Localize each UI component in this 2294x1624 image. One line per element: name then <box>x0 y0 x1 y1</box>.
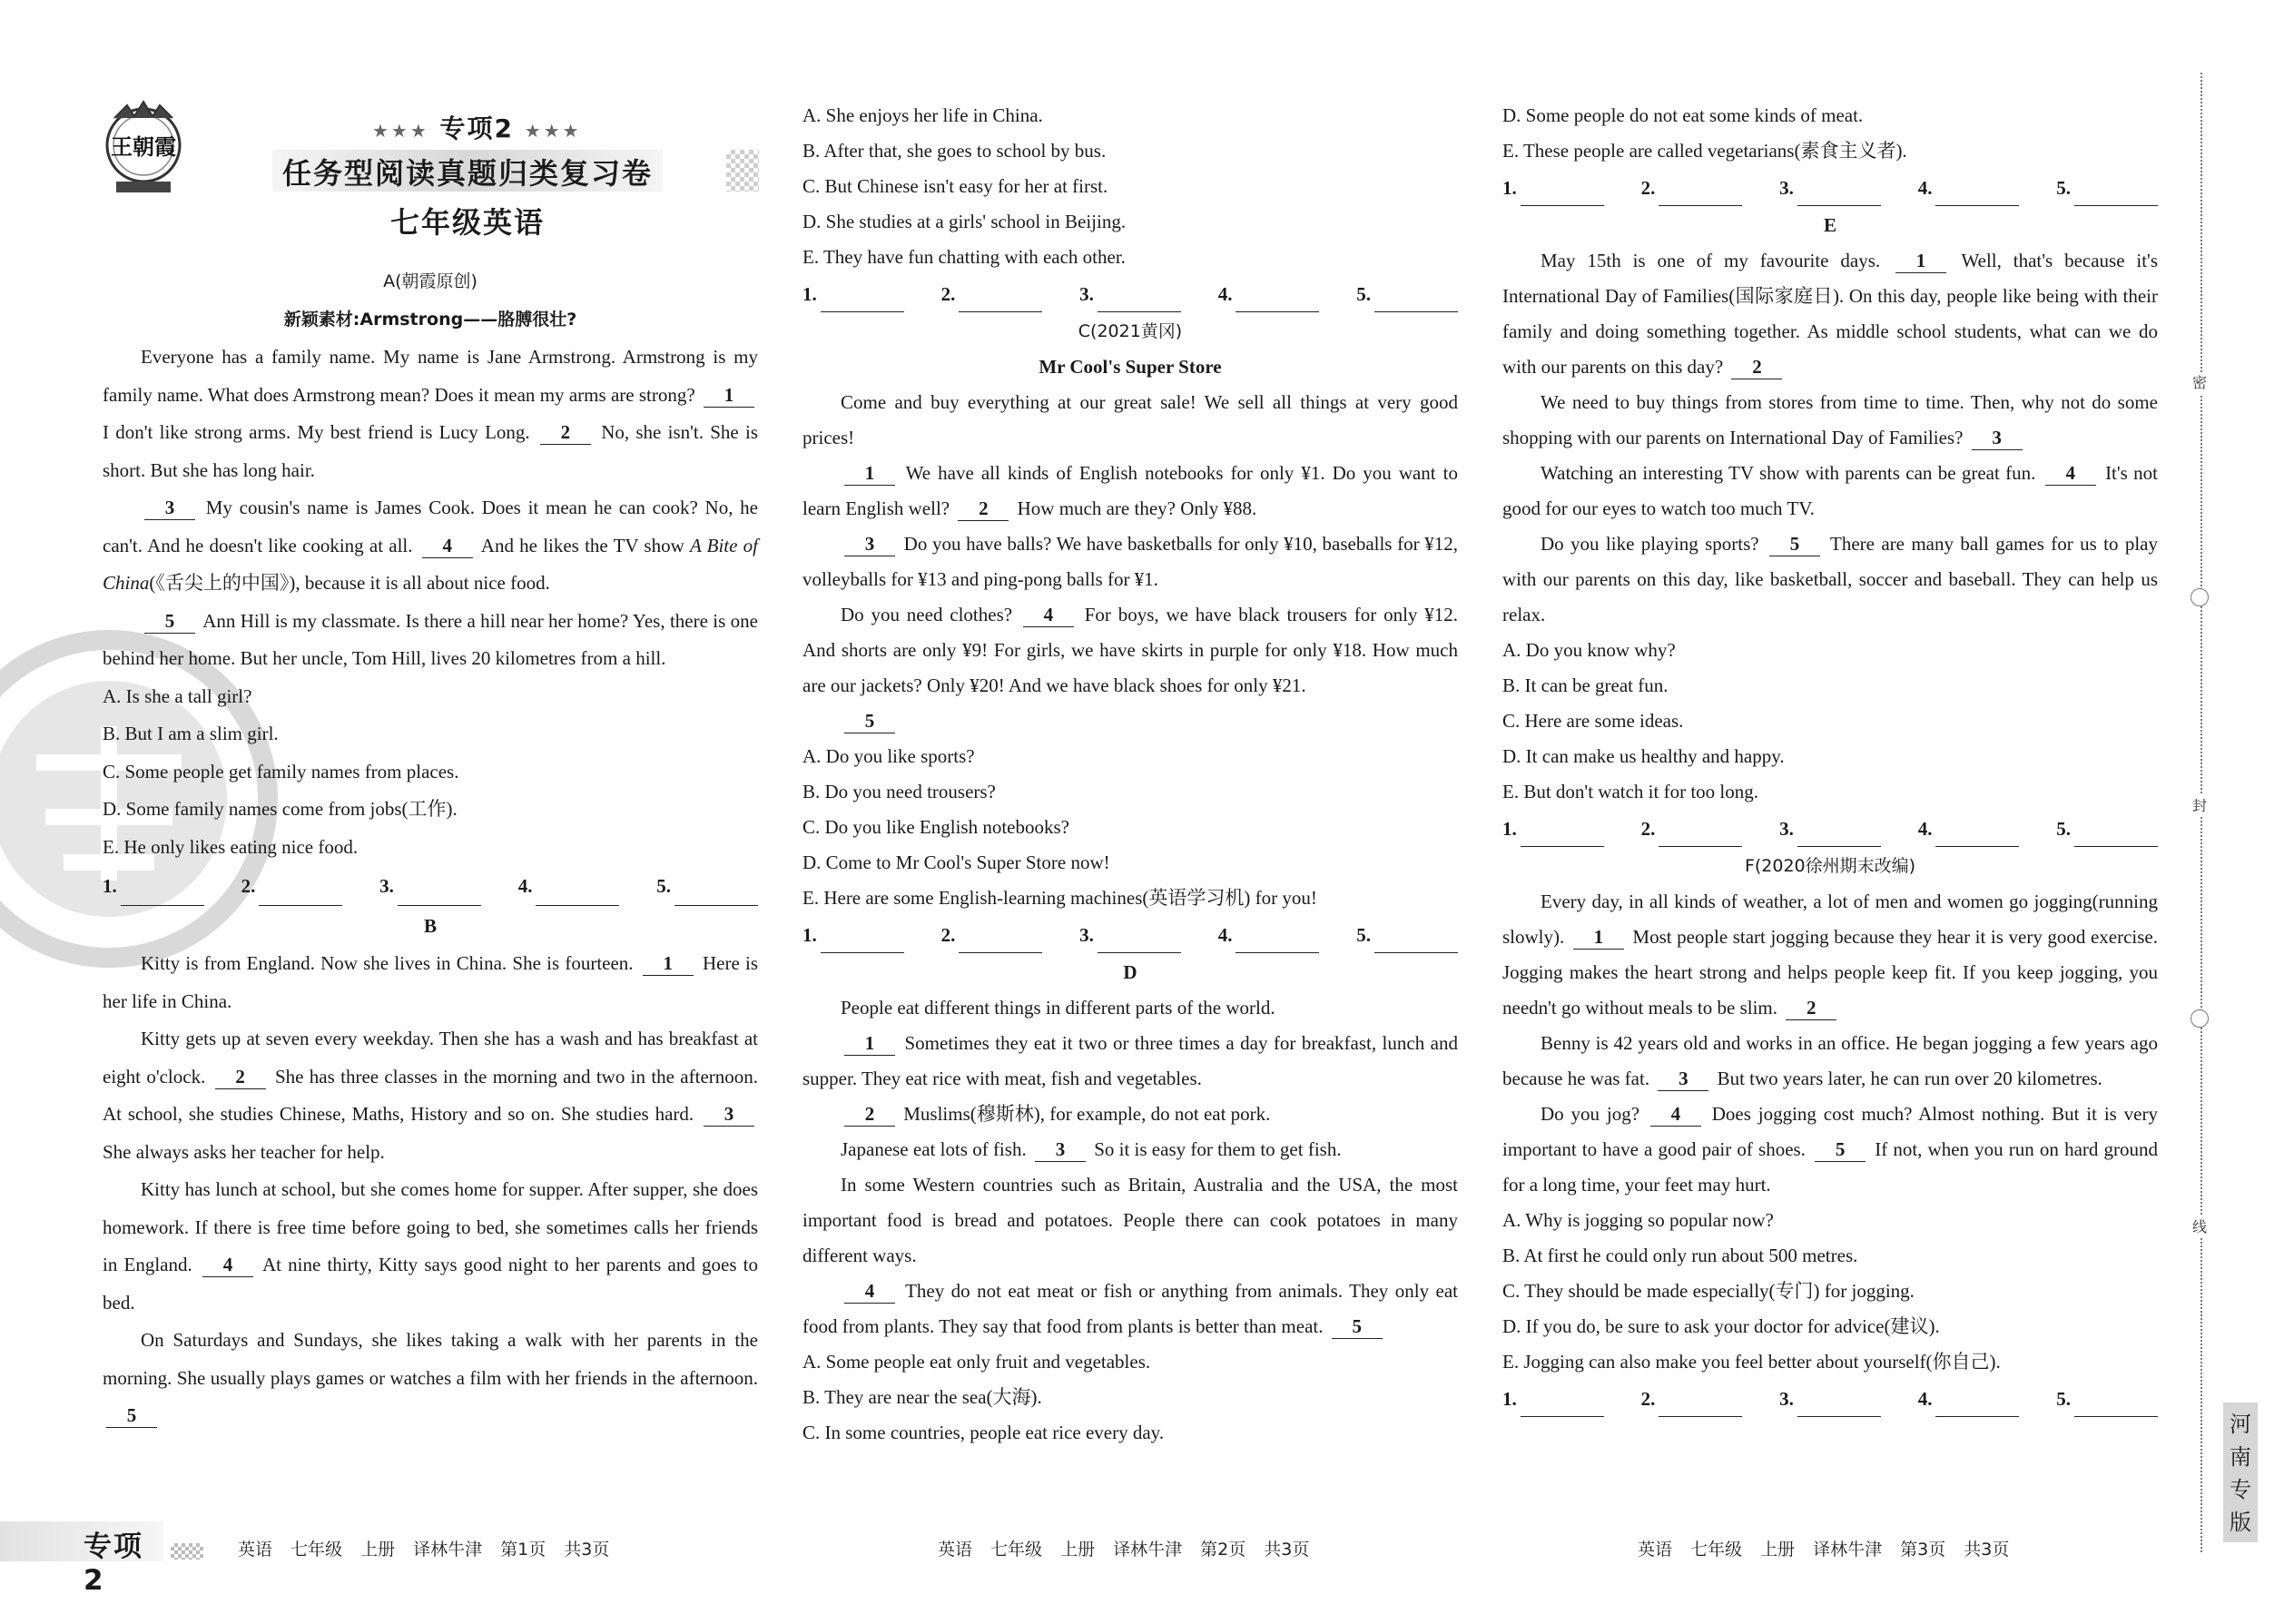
section-a-subtitle: 新颖素材:Armstrong——胳膊很壮? <box>283 309 577 330</box>
answer-slot <box>1356 918 1458 953</box>
blank-b2[interactable]: 2 <box>215 1065 266 1089</box>
blank-e1[interactable]: 1 <box>1895 249 1946 273</box>
checker-decoration <box>726 150 759 192</box>
text: Benny is 42 years old and works in an office. He began jogging a few years ago because he was fat. <box>1502 1032 2158 1089</box>
option-c-c: C. Do you like English notebooks? <box>802 816 1069 838</box>
section-c-heading: C(2021黄冈) <box>1078 321 1183 341</box>
section-a-paragraph-1 <box>103 339 758 489</box>
answer-field[interactable] <box>821 927 904 953</box>
section-d-paragraph-6 <box>802 1274 1458 1344</box>
answer-label: 4. <box>1917 818 1933 840</box>
answer-label: 3. <box>1079 924 1094 946</box>
answer-slot <box>1218 918 1320 953</box>
answer-slot <box>1779 1382 1881 1417</box>
region-char: 南 <box>2230 1444 2251 1470</box>
text: Japanese eat lots of fish. <box>841 1138 1027 1160</box>
blank-e5[interactable]: 5 <box>1769 532 1820 556</box>
blank-f3[interactable]: 3 <box>1658 1067 1708 1091</box>
answer-slot <box>941 277 1043 312</box>
section-c-paragraph-1: Come and buy everything at our great sale! We sell all things at very good prices! <box>802 391 1458 448</box>
footer-checker-decoration <box>171 1543 203 1560</box>
text: (《舌尖上的中国》), because it is all about nice food. <box>149 572 550 594</box>
answer-slot <box>2056 171 2158 206</box>
page-header <box>91 98 763 252</box>
option-b-e: E. They have fun chatting with each other. <box>802 246 1126 268</box>
answer-slot <box>1356 277 1458 312</box>
option-f-e: E. Jogging can also make you feel better about yourself(你自己). <box>1502 1351 2001 1373</box>
region-char: 河 <box>2230 1412 2251 1437</box>
option-c-a: A. Do you like sports? <box>802 745 975 767</box>
answer-field[interactable] <box>674 880 758 906</box>
answer-field[interactable] <box>1659 180 1742 206</box>
answer-label: 5. <box>2056 818 2071 840</box>
option-f-a: A. Why is jogging so popular now? <box>1502 1209 1774 1231</box>
section-c-paragraph-2 <box>802 456 1458 527</box>
option-d-d: D. Some people do not eat some kinds of meat. <box>1502 104 1864 126</box>
answer-field[interactable] <box>1521 180 1604 206</box>
option-b-c: C. But Chinese isn't easy for her at first. <box>802 175 1108 197</box>
show-title: A Bite of China <box>103 534 758 594</box>
answer-label: 2. <box>1640 1388 1656 1410</box>
answer-field[interactable] <box>1521 821 1604 847</box>
answer-label: 1. <box>1502 177 1517 199</box>
answer-field[interactable] <box>1659 821 1742 847</box>
answer-slot <box>802 277 904 312</box>
answer-slot <box>1918 812 2020 847</box>
text: It's not good for our eyes to watch too much TV. <box>1502 462 2159 519</box>
answer-field[interactable] <box>2074 1391 2158 1417</box>
blank-f4[interactable]: 4 <box>1650 1102 1701 1127</box>
answer-slot <box>1502 1382 1604 1417</box>
answer-slot <box>1079 277 1181 312</box>
text: Kitty gets up at seven every weekday. Then she has a wash and has breakfast at eight o'clock. <box>103 1028 758 1088</box>
answer-field[interactable] <box>1797 180 1881 206</box>
answer-label: 2. <box>1640 177 1656 199</box>
option-e-d: D. It can make us healthy and happy. <box>1502 745 1785 767</box>
series-title <box>372 109 582 145</box>
blank-f5[interactable]: 5 <box>1815 1137 1866 1162</box>
section-c-title: Mr Cool's Super Store <box>1039 356 1222 378</box>
blank-b4[interactable]: 4 <box>202 1253 253 1277</box>
text: How much are they? Only ¥88. <box>1017 497 1257 519</box>
answer-label: 2. <box>940 924 956 946</box>
text: Do you need clothes? <box>841 604 1013 625</box>
answer-field[interactable] <box>1935 821 2019 847</box>
option-a-d: D. Some family names come from jobs(工作). <box>103 798 458 820</box>
option-f-c: C. They should be made especially(专门) for jogging. <box>1502 1280 1915 1302</box>
option-c-b: B. Do you need trousers? <box>802 781 996 802</box>
blank-d1[interactable]: 1 <box>844 1031 895 1056</box>
option-e-c: C. Here are some ideas. <box>1502 710 1684 732</box>
text: Kitty has lunch at school, but she comes home for supper. After supper, she does homework. If there is free time before going to bed, she sometimes calls her friends in England. <box>103 1178 758 1275</box>
answer-slot <box>1641 171 1743 206</box>
footer-page-3: 英语 七年级 上册 译林牛津 第3页 共3页 <box>1638 1540 2010 1560</box>
answer-label: 2. <box>241 875 256 897</box>
option-a-b: B. But I am a slim girl. <box>103 723 279 744</box>
section-f-paragraph-2 <box>1502 1026 2158 1097</box>
option-a-a: A. Is she a tall girl? <box>103 684 252 707</box>
section-e-paragraph-3 <box>1502 456 2158 527</box>
brand-logo <box>102 98 185 207</box>
answer-row-f <box>1502 1382 2158 1417</box>
answer-field[interactable] <box>1374 927 1458 953</box>
answer-field[interactable] <box>1098 286 1181 312</box>
option-a-c: C. Some people get family names from places. <box>103 760 459 782</box>
blank-c2[interactable]: 2 <box>958 497 1009 521</box>
text: And he likes the TV show <box>480 534 684 556</box>
answer-label: 1. <box>1502 1388 1517 1410</box>
answer-label: 4. <box>1917 177 1933 199</box>
answer-label: 3. <box>1079 283 1094 305</box>
blank-c5[interactable]: 5 <box>844 709 895 733</box>
answer-slot <box>518 868 620 906</box>
answer-label: 1. <box>103 875 117 897</box>
answer-row-a <box>103 868 758 906</box>
region-edition-tab <box>2223 1403 2258 1542</box>
option-a-e: E. He only likes eating nice food. <box>103 835 359 858</box>
answer-field[interactable] <box>536 880 619 906</box>
section-a-paragraph-2 <box>103 489 758 603</box>
section-e-paragraph-1 <box>1502 243 2158 385</box>
answer-label: 3. <box>1779 177 1794 199</box>
answer-label: 4. <box>1217 924 1233 946</box>
section-e-paragraph-4 <box>1502 527 2158 633</box>
text: Sometimes they eat it two or three times a day for breakfast, lunch and supper. They eat rice with meat, fish and vegetables. <box>802 1032 1459 1089</box>
option-b-a: A. She enjoys her life in China. <box>802 104 1043 126</box>
column-3 <box>1502 98 2158 1419</box>
section-d-paragraph-1: People eat different things in different parts of the world. <box>841 997 1275 1019</box>
section-b-paragraph-1 <box>103 945 758 1020</box>
answer-field[interactable] <box>1797 821 1881 847</box>
blank-a4[interactable]: 4 <box>422 534 473 558</box>
blank-e4[interactable]: 4 <box>2045 461 2096 486</box>
answer-slot <box>2056 1382 2158 1417</box>
section-f-paragraph-1 <box>1502 884 2158 1026</box>
blank-b3[interactable]: 3 <box>704 1102 754 1127</box>
blank-b5[interactable]: 5 <box>106 1403 157 1428</box>
footer-series-label <box>0 1521 163 1597</box>
section-e-paragraph-2 <box>1502 385 2158 456</box>
column-1 <box>103 263 758 1435</box>
option-c-d: D. Come to Mr Cool's Super Store now! <box>802 851 1110 873</box>
option-e-a: A. Do you know why? <box>1502 639 1676 661</box>
blank-c4[interactable]: 4 <box>1023 603 1074 627</box>
section-c-paragraph-3 <box>802 527 1458 597</box>
answer-field[interactable] <box>259 880 342 906</box>
option-e-e: E. But don't watch it for too long. <box>1502 781 1759 802</box>
answer-label: 5. <box>2056 1388 2071 1410</box>
section-c-paragraph-4 <box>802 597 1458 704</box>
text: Do you jog? <box>1541 1103 1640 1125</box>
section-d-heading: D <box>1123 961 1137 983</box>
text: Ann Hill is my classmate. Is there a hill near her home? Yes, there is one behind her home. But her uncle, Tom Hill, lives 20 kilometres from a hill. <box>103 609 759 669</box>
text: Here is her life in China. <box>103 952 759 1012</box>
text: They do not eat meat or fish or anything from animals. They only eat food from plants. They say that food from plants is better than meat. <box>802 1280 1458 1337</box>
answer-slot <box>103 868 204 906</box>
star-decoration-right: ★★★ <box>524 120 582 142</box>
answer-label: 3. <box>379 875 394 897</box>
blank-a3[interactable]: 3 <box>144 496 195 520</box>
answer-slot <box>1779 171 1881 206</box>
text: But two years later, he can run over 20 kilometres. <box>1717 1068 2102 1089</box>
option-d-c: C. In some countries, people eat rice every day. <box>802 1422 1165 1443</box>
answer-field[interactable] <box>1236 286 1319 312</box>
answer-label: 4. <box>1217 283 1233 305</box>
seal-mark-feng: 封 <box>2189 795 2210 817</box>
blank-e2[interactable]: 2 <box>1731 355 1782 379</box>
blank-f2[interactable]: 2 <box>1786 996 1836 1020</box>
answer-field[interactable] <box>959 286 1042 312</box>
text: We need to buy things from stores from time to time. Then, why not do some shopping with our parents on International Day of Families? <box>1502 391 2158 448</box>
answer-row-e <box>1502 812 2158 847</box>
answer-slot <box>941 918 1043 953</box>
answer-label: 1. <box>1502 818 1517 840</box>
answer-slot <box>379 868 481 906</box>
text: I don't like strong arms. My best friend is Lucy Long. <box>103 421 530 443</box>
text: Most people start jogging because they hear it is very good exercise. Jogging makes the heart strong and helps people keep fit. If you keep jogging, you needn't go without meals to be slim. <box>1502 926 2159 1019</box>
section-b-paragraph-3 <box>103 1171 758 1322</box>
blank-f1[interactable]: 1 <box>1573 925 1624 950</box>
section-a-paragraph-3 <box>103 603 758 678</box>
answer-label: 3. <box>1779 1388 1794 1410</box>
text: On Saturdays and Sundays, she likes taking a walk with her parents in the morning. She usually plays games or watches a film with her friends in the afternoon. <box>103 1329 758 1389</box>
option-f-d: D. If you do, be sure to ask your doctor for advice(建议). <box>1502 1315 1940 1337</box>
answer-slot <box>2056 812 2158 847</box>
text: There are many ball games for us to play with our parents on this day, like basketball, soccer and baseball. They can help us relax. <box>1502 533 2159 625</box>
answer-slot <box>1918 1382 2020 1417</box>
footer-page-2: 英语 七年级 上册 译林牛津 第2页 共3页 <box>938 1540 1310 1560</box>
option-f-b: B. At first he could only run about 500 metres. <box>1502 1245 1858 1266</box>
section-f-paragraph-3 <box>1502 1097 2158 1203</box>
answer-slot <box>1641 1382 1743 1417</box>
answer-field[interactable] <box>2074 180 2158 206</box>
section-d-paragraph-5: In some Western countries such as Britain, Australia and the USA, the most important food is bread and potatoes. People there can cook potatoes in many different ways. <box>802 1174 1458 1266</box>
answer-slot <box>1641 812 1743 847</box>
blank-d2[interactable]: 2 <box>844 1102 895 1127</box>
answer-label: 1. <box>802 924 817 946</box>
answer-row-b <box>802 277 1458 312</box>
answer-row-d <box>1502 171 2158 206</box>
text: May 15th is one of my favourite days. <box>1541 250 1881 271</box>
answer-slot <box>1502 812 1604 847</box>
answer-slot <box>1079 918 1181 953</box>
answer-field[interactable] <box>821 286 904 312</box>
text: Does jogging cost much? Almost nothing. But it is very important to have a good pair of shoes. <box>1502 1103 2158 1160</box>
binding-hole-icon <box>2191 1009 2209 1028</box>
paper-grade: 七年级英语 <box>389 205 545 240</box>
star-decoration-left: ★★★ <box>372 120 429 142</box>
answer-field[interactable] <box>1935 1391 2019 1417</box>
column-2 <box>802 98 1458 1451</box>
binding-hole-icon <box>2191 588 2209 606</box>
region-char: 专 <box>2230 1477 2251 1502</box>
seal-mark-mi: 密 <box>2189 372 2210 394</box>
answer-slot <box>1502 171 1604 206</box>
text: For boys, we have black trousers for only ¥12. And shorts are only ¥9! For girls, we have skirts in purple for only ¥18. How much are our jackets? Only ¥20! And we have black shoes for only ¥21. <box>802 604 1459 696</box>
section-b-paragraph-2 <box>103 1020 758 1171</box>
text: Do you like playing sports? <box>1541 533 1759 555</box>
section-d-paragraph-3 <box>802 1097 1458 1132</box>
text: No, she isn't. She is short. But she has long hair. <box>103 421 759 481</box>
text: My cousin's name is James Cook. Does it mean he can cook? No, he can't. And he doesn't like cooking at all. <box>103 497 759 556</box>
option-d-e: E. These people are called vegetarians(素食主义者). <box>1502 140 1907 162</box>
text: Muslims(穆斯林), for example, do not eat pork. <box>903 1103 1271 1125</box>
text: Watching an interesting TV show with parents can be great fun. <box>1541 462 2036 484</box>
answer-slot <box>656 868 758 906</box>
footer-series-text: 专项2 <box>84 1530 143 1597</box>
blank-c1[interactable]: 1 <box>844 461 895 486</box>
text: Kitty is from England. Now she lives in China. She is fourteen. <box>141 952 634 974</box>
option-d-b: B. They are near the sea(大海). <box>802 1386 1042 1408</box>
section-b-paragraph-4 <box>103 1322 758 1435</box>
answer-field[interactable] <box>398 880 481 906</box>
option-b-d: D. She studies at a girls' school in Beijing. <box>802 211 1127 232</box>
answer-field[interactable] <box>1236 927 1319 953</box>
answer-field[interactable] <box>1797 1391 1881 1417</box>
series-label: 专项2 <box>439 113 515 143</box>
answer-label: 4. <box>517 875 533 897</box>
option-c-e: E. Here are some English-learning machines(英语学习机) for you! <box>802 887 1317 909</box>
text: If not, when you run on hard ground for a long time, your feet may hurt. <box>1502 1138 2159 1196</box>
answer-label: 5. <box>1356 283 1371 305</box>
blank-c3[interactable]: 3 <box>844 532 895 556</box>
answer-slot <box>802 918 904 953</box>
answer-field[interactable] <box>1935 180 2019 206</box>
answer-slot <box>1779 812 1881 847</box>
answer-label: 1. <box>802 283 817 305</box>
blank-a1[interactable]: 1 <box>704 383 754 408</box>
section-d-paragraph-4 <box>802 1132 1458 1167</box>
answer-field[interactable] <box>2074 821 2158 847</box>
section-e-heading: E <box>1823 214 1836 236</box>
region-char: 版 <box>2230 1510 2251 1535</box>
option-e-b: B. It can be great fun. <box>1502 674 1669 696</box>
text: She has three classes in the morning and two in the afternoon. At school, she studies Chinese, Maths, History and so on. She studies hard. <box>103 1065 759 1125</box>
section-b-heading: B <box>423 914 437 937</box>
blank-d4[interactable]: 4 <box>844 1279 895 1304</box>
answer-slot <box>1218 277 1320 312</box>
paper-title: 任务型阅读真题归类复习卷 <box>281 156 653 191</box>
svg-text:王朝霞: 王朝霞 <box>111 134 176 160</box>
text: Do you have balls? We have basketballs for only ¥10, baseballs for ¥12, volleyballs for ¥13 and ping-pong balls for ¥1. <box>802 533 1459 590</box>
section-a-heading: A(朝霞原创) <box>383 271 478 291</box>
answer-field[interactable] <box>1098 927 1181 953</box>
text: We have all kinds of English notebooks for only ¥1. Do you want to learn English well? <box>802 462 1458 519</box>
option-d-a: A. Some people eat only fruit and vegetables. <box>802 1351 1151 1373</box>
answer-label: 3. <box>1779 818 1794 840</box>
answer-field[interactable] <box>1521 1391 1604 1417</box>
answer-label: 2. <box>940 283 956 305</box>
blank-d5[interactable]: 5 <box>1332 1314 1383 1339</box>
text: Every day, in all kinds of weather, a lot of men and women go jogging(running slowly). <box>1502 891 2158 948</box>
text: At nine thirty, Kitty says good night to her parents and goes to bed. <box>103 1254 759 1314</box>
answer-slot <box>1918 171 2020 206</box>
footer-page-1: 英语 七年级 上册 译林牛津 第1页 共3页 <box>238 1540 610 1560</box>
option-b-b: B. After that, she goes to school by bus. <box>802 140 1107 162</box>
answer-field[interactable] <box>121 880 204 906</box>
blank-d3[interactable]: 3 <box>1035 1137 1086 1162</box>
answer-label: 4. <box>1917 1388 1933 1410</box>
seal-mark-xian: 线 <box>2189 1216 2210 1238</box>
blank-b1[interactable]: 1 <box>643 951 694 976</box>
section-d-paragraph-2 <box>802 1026 1458 1097</box>
blank-a5[interactable]: 5 <box>144 609 195 634</box>
section-f-heading: F(2020徐州期末改编) <box>1744 856 1916 876</box>
answer-label: 5. <box>2056 177 2071 199</box>
text: Everyone has a family name. My name is Jane Armstrong. Armstrong is my family name. What does Armstrong mean? Does it mean my arms are strong? <box>103 346 758 406</box>
section-c-paragraph-5 <box>802 704 1458 739</box>
answer-row-c <box>802 918 1458 953</box>
answer-field[interactable] <box>1374 286 1458 312</box>
answer-label: 5. <box>1356 924 1371 946</box>
text: Well, that's because it's International Day of Families(国际家庭日). On this day, people like being with their family and doing something together. As middle school students, what can we do with our parents on this day? <box>1502 250 2159 378</box>
answer-slot <box>241 868 343 906</box>
answer-field[interactable] <box>1659 1391 1742 1417</box>
blank-a2[interactable]: 2 <box>540 420 591 445</box>
text: She always asks her teacher for help. <box>103 1140 385 1163</box>
answer-label: 5. <box>656 875 671 897</box>
answer-field[interactable] <box>959 927 1042 953</box>
text: So it is easy for them to get fish. <box>1094 1138 1342 1160</box>
answer-label: 2. <box>1640 818 1656 840</box>
blank-e3[interactable]: 3 <box>1972 426 2023 450</box>
